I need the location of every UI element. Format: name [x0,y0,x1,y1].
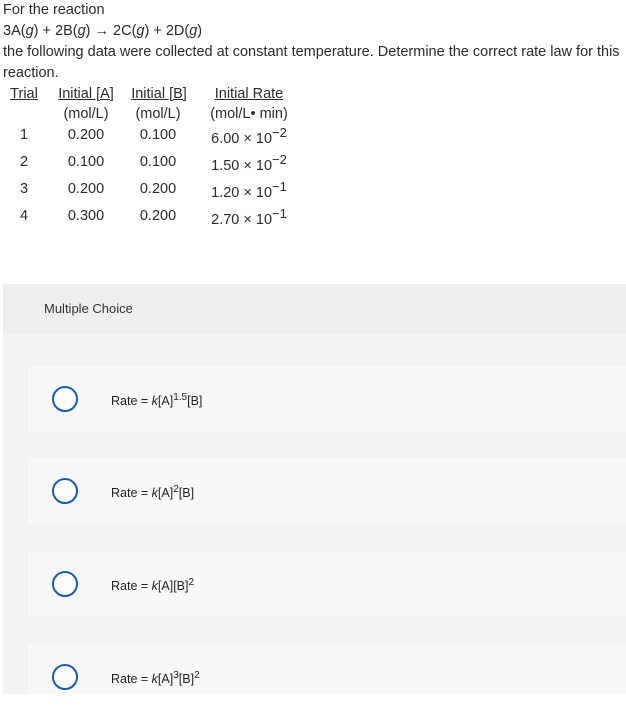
option-4-label: Rate = $k[A]^3[B]^2$ [111,670,200,686]
option-2-label: Rate = $k[A]^2[B]$ [111,484,195,500]
option-4-radio[interactable] [52,664,78,690]
row-3-trial: 3 [19,181,29,197]
option-1-label: Rate = $k[A]^{1.5}[B]$ [111,392,203,408]
unit-rate: (mol/L• min) [210,106,288,122]
option-1-radio[interactable] [52,386,78,412]
multiple-choice-title: Multiple Choice [44,301,133,316]
header-initial-rate: Initial Rate [214,86,284,102]
question-text [3,0,623,84]
row-1-a: 0.200 [67,127,105,143]
header-initial-a: Initial [A] [58,86,114,102]
option-3-radio[interactable] [52,571,78,597]
row-4-a: 0.300 [67,208,105,224]
row-1-trial: 1 [19,127,29,143]
row-4-rate: $2.70 \times 10^{-1}$ [211,206,287,228]
header-trial: Trial [10,86,38,102]
question-body: the following data were collected at constant temperature. Determine the correct rate law for this reaction. [3,44,620,81]
row-2-b: 0.100 [139,154,177,170]
header-initial-b: Initial [B] [131,86,187,102]
multiple-choice-header [3,284,626,334]
multiple-choice-panel [3,284,626,694]
unit-b: (mol/L) [135,106,181,122]
row-2-trial: 2 [19,154,29,170]
row-3-rate: $1.20 \times 10^{-1}$ [211,179,287,201]
row-2-rate: $1.50 \times 10^{-2}$ [211,152,287,174]
reaction-equation: 3A(g) + 2B(g) → 2C(g) + 2D(g) [3,23,203,39]
row-4-b: 0.200 [139,208,177,224]
option-1[interactable] [28,366,626,432]
option-4[interactable] [28,644,626,694]
row-3-a: 0.200 [67,181,105,197]
option-3-label: Rate = $k[A][B]^2$ [111,577,195,593]
row-4-trial: 4 [19,208,29,224]
question-intro: For the reaction [3,2,105,18]
option-2[interactable] [28,458,626,524]
option-3[interactable] [28,551,626,617]
row-2-a: 0.100 [67,154,105,170]
row-3-b: 0.200 [139,181,177,197]
row-1-b: 0.100 [139,127,177,143]
row-1-rate: $6.00 \times 10^{-2}$ [211,125,287,147]
unit-a: (mol/L) [63,106,109,122]
option-2-radio[interactable] [52,478,78,504]
